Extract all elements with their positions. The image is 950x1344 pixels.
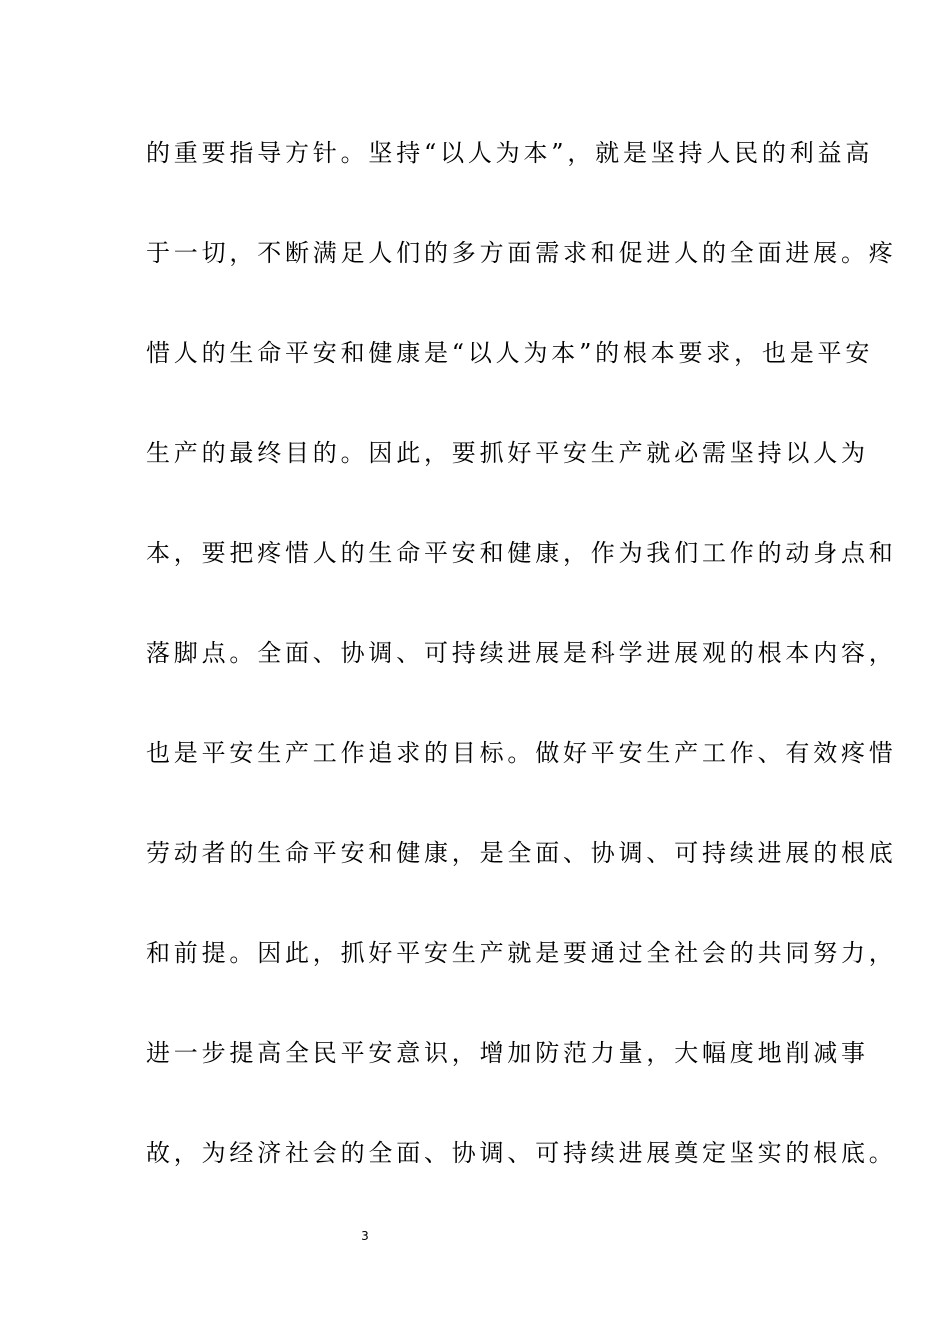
text-line-10: 进一步提高全民平安意识，增加防范力量，大幅度地削减事 [146, 1039, 869, 1067]
text-line-2: 于一切，不断满足人们的多方面需求和促进人的全面进展。疼 [146, 239, 897, 267]
page-number: 3 [361, 1229, 369, 1243]
text-line-7: 也是平安生产工作追求的目标。做好平安生产工作、有效疼惜 [146, 739, 897, 767]
text-line-8: 劳动者的生命平安和健康，是全面、协调、可持续进展的根底 [146, 839, 897, 867]
text-line-3: 惜人的生命平安和健康是“以人为本”的根本要求，也是平安 [146, 339, 874, 367]
text-line-9: 和前提。因此，抓好平安生产就是要通过全社会的共同努力， [146, 939, 897, 967]
text-line-1: 的重要指导方针。坚持“以人为本”，就是坚持人民的利益高 [146, 139, 874, 167]
text-line-5: 本，要把疼惜人的生命平安和健康，作为我们工作的动身点和 [146, 539, 897, 567]
text-line-4: 生产的最终目的。因此，要抓好平安生产就必需坚持以人为 [146, 439, 869, 467]
text-line-11: 故，为经济社会的全面、协调、可持续进展奠定坚实的根底。 [146, 1139, 897, 1167]
text-line-6: 落脚点。全面、协调、可持续进展是科学进展观的根本内容， [146, 639, 897, 667]
body-text [146, 128, 897, 1228]
